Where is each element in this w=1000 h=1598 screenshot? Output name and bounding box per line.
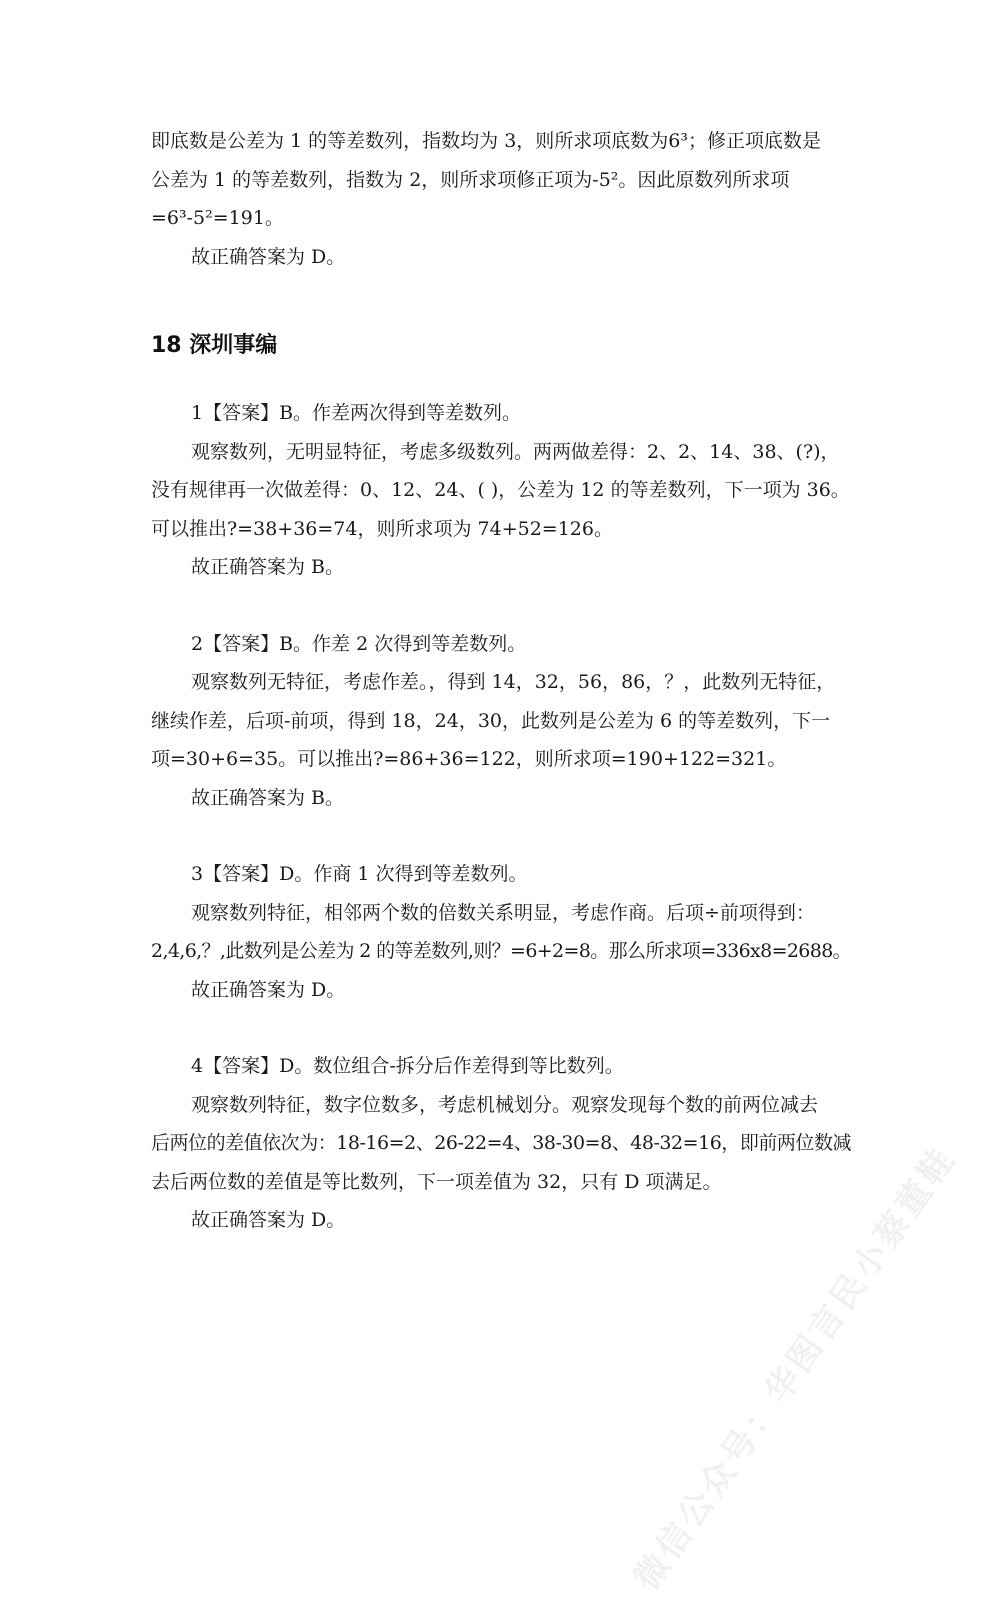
watermark-text: 微信公众号：华图言民小蔡董鞋 bbox=[626, 1138, 965, 1598]
answer-heading: 3【答案】D。作商 1 次得到等差数列。 bbox=[191, 863, 528, 885]
text-line: 可以推出?=38+36=74，则所求项为 74+52=126。 bbox=[151, 517, 613, 540]
conclusion-line: 故正确答案为 D。 bbox=[191, 978, 346, 1001]
page-content bbox=[151, 122, 851, 1240]
spacer bbox=[151, 817, 851, 855]
conclusion-line: 故正确答案为 B。 bbox=[191, 786, 345, 809]
answer-block-1 bbox=[151, 394, 851, 587]
text-line: 没有规律再一次做差得：0、12、24、( )，公差为 12 的等差数列，下一项为 36。 bbox=[151, 479, 850, 501]
text-line: 项=30+6=35。可以推出?=86+36=122，则所求项=190+122=321。 bbox=[151, 748, 787, 770]
text-line: =6³-5²=191。 bbox=[151, 207, 284, 229]
spacer bbox=[151, 587, 851, 625]
answer-block-3 bbox=[151, 855, 851, 1009]
conclusion-line: 故正确答案为 D。 bbox=[191, 1209, 346, 1231]
text-line: 2,4,6,？,此数列是公差为 2 的等差数列,则？=6+2=8。那么所求项=336x8=2688。 bbox=[151, 940, 852, 962]
conclusion-line: 故正确答案为 D。 bbox=[191, 245, 346, 268]
answer-heading: 1【答案】B。作差两次得到等差数列。 bbox=[191, 402, 522, 424]
answer-block-2 bbox=[151, 625, 851, 818]
section-title: 18 深圳事编 bbox=[151, 333, 278, 358]
text-line: 去后两位数的差值是等比数列，下一项差值为 32，只有 D 项满足。 bbox=[151, 1170, 722, 1193]
conclusion-line: 故正确答案为 B。 bbox=[191, 556, 345, 578]
answer-heading: 4【答案】D。数位组合-拆分后作差得到等比数列。 bbox=[191, 1055, 624, 1077]
text-line: 后两位的差值依次为：18-16=2、26-22=4、38-30=8、48-32=16，即前两位数减 bbox=[151, 1132, 851, 1154]
spacer bbox=[151, 1009, 851, 1047]
text-line: 继续作差，后项-前项，得到 18，24，30，此数列是公差为 6 的等差数列，下一 bbox=[151, 709, 831, 732]
text-line: 观察数列特征，数字位数多，考虑机械划分。观察发现每个数的前两位减去 bbox=[191, 1093, 819, 1116]
text-line: 观察数列无特征，考虑作差。，得到 14，32，56，86，？，此数列无特征， bbox=[191, 671, 836, 693]
text-line: 公差为 1 的等差数列，指数为 2，则所求项修正项为-5²。因此原数列所求项 bbox=[151, 168, 790, 191]
continuation-block bbox=[151, 122, 851, 276]
text-line: 观察数列特征，相邻两个数的倍数关系明显，考虑作商。后项÷前项得到： bbox=[191, 901, 815, 924]
answer-block-4 bbox=[151, 1047, 851, 1240]
text-line: 即底数是公差为 1 的等差数列，指数均为 3，则所求项底数为6³；修正项底数是 bbox=[151, 130, 822, 152]
text-line: 观察数列，无明显特征，考虑多级数列。两两做差得：2、2、14、38、(?)， bbox=[191, 440, 840, 463]
answer-heading: 2【答案】B。作差 2 次得到等差数列。 bbox=[191, 632, 527, 655]
